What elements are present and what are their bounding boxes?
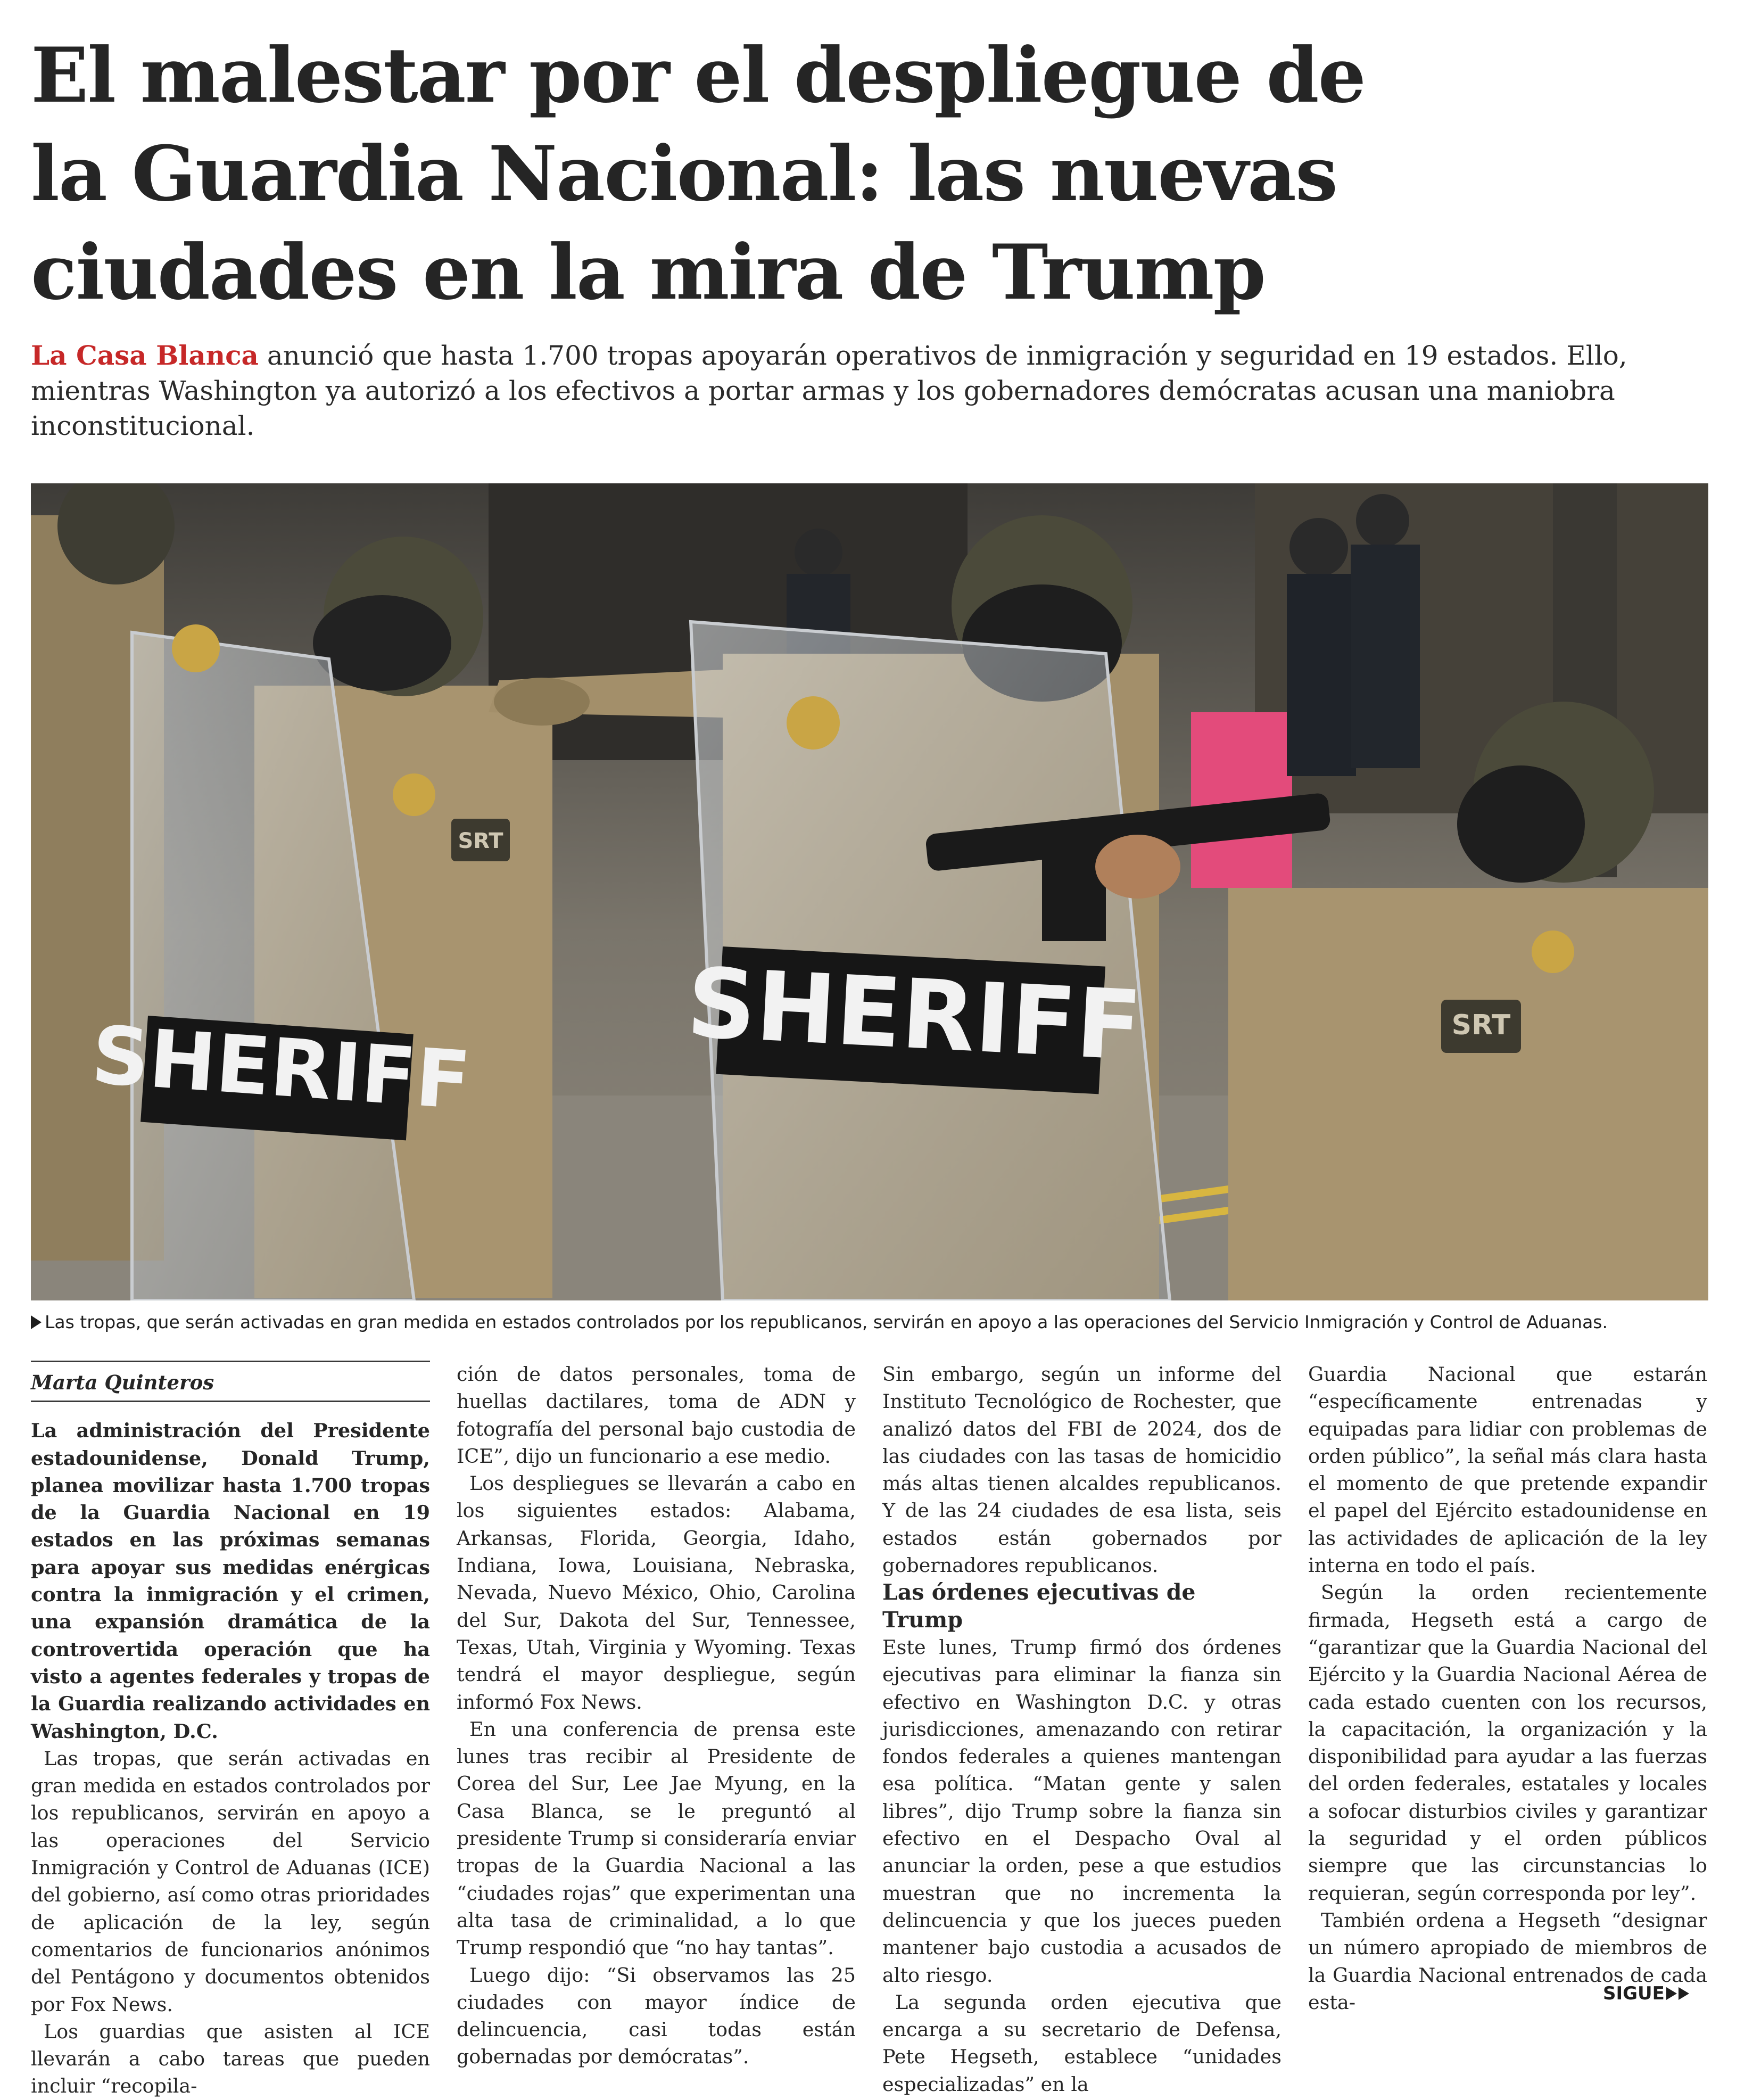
article-paragraph: ción de datos personales, toma de huellas dactilares, toma de ADN y fotografía del personal bajo custodia de ICE”, dijo un funcionario a ese medio. (457, 1363, 856, 1468)
patch-label-2: SRT (1451, 1009, 1511, 1041)
lead-kicker: La Casa Blanca (31, 340, 259, 371)
shield-label-2: SHERIFF (684, 947, 1145, 1083)
news-photo (31, 483, 1708, 1300)
article-column-4 (1308, 1361, 1707, 2016)
lead-text: anunció que hasta 1.700 tropas apoyarán operativos de inmigración y seguridad en 19 estados. Ello, mientras Washington ya autorizó a los efectivos a portar armas y los gobernadores demócratas acusan una maniobra inconstitucional. (31, 340, 1627, 441)
headline-line-2: la Guardia Nacional: las nuevas (31, 130, 1337, 218)
continue-marker (1603, 1983, 1689, 2004)
article-subhead: Las órdenes ejecutivas de Trump (882, 1579, 1196, 1633)
headline (31, 27, 1365, 322)
article-paragraph: También ordena a Hegseth “designar un número apropiado de miembros de la Guardia Nacional entrenados de cada esta- (1308, 1908, 1707, 2014)
article-paragraph: Las tropas, que serán activadas en gran medida en estados controlados por los republicanos, servirán en apoyo a las operaciones del Servicio Inmigración y Control de Aduanas (ICE) del gobierno, así como otras prioridades de aplicación de la ley, según comentarios de funcionarios anónimos del Pentágono y documentos obtenidos por Fox News. (31, 1747, 430, 2016)
continue-arrow-icon (1679, 1987, 1689, 2000)
article-column-1 (31, 1361, 430, 2100)
lead-paragraph (31, 338, 1739, 443)
article-paragraph: Este lunes, Trump firmó dos órdenes ejecutivas para eliminar la fianza sin efectivo en Washington D.C. y otras jurisdicciones, amenazando con retirar fondos federales a quienes mantengan esa política. “Matan gente y salen libres”, dijo Trump sobre la fianza sin efectivo en el Despacho Oval al anunciar la orden, pese a que estudios muestran que no incrementa la delincuencia y que los jueces pueden mantener bajo custodia a acusados de alto riesgo. (882, 1635, 1282, 1987)
article-paragraph: Guardia Nacional que estarán “específicamente entrenadas y equipadas para lidiar con problemas de orden público”, la señal más clara hasta el momento de que pretende expandir el papel del Ejército estadounidense en las actividades de aplicación de la ley interna en todo el país. (1308, 1363, 1707, 1577)
article-paragraph: Luego dijo: “Si observamos las 25 ciudades con mayor índice de delincuencia, casi todas están gobernadas por demócratas”. (457, 1963, 856, 2069)
photo-caption (31, 1311, 1734, 1334)
patch-label-1: SRT (458, 829, 503, 853)
shield-label-1: SHERIFF (88, 1009, 474, 1128)
article-paragraph: Según la orden recientemente firmada, Hegseth está a cargo de “garantizar que la Guardia Nacional del Ejército y la Guardia Nacional Aérea de cada estado cuenten con los recursos, la capacitación, la organización y la disponibilidad para ayudar a las fuerzas del orden federales, estatales y locales a sofocar disturbios civiles y garantizar la seguridad y el orden públicos siempre que las circunstancias lo requieran, según corresponda por ley”. (1308, 1581, 1707, 1905)
headline-line-3: ciudades en la mira de Trump (31, 228, 1265, 317)
photo-illustration (31, 483, 1708, 1300)
caption-arrow-icon (31, 1315, 42, 1329)
article-paragraph: La segunda orden ejecutiva que encarga a su secretario de Defensa, Pete Hegseth, establece “unidades especializadas” en la (882, 1990, 1282, 2096)
caption-text: Las tropas, que serán activadas en gran medida en estados controlados por los republicanos, servirán en apoyo a las operaciones del Servicio Inmigración y Control de Aduanas. (45, 1312, 1608, 1332)
byline: Marta Quinteros (31, 1361, 430, 1402)
article-paragraph: Los guardias que asisten al ICE llevarán a cabo tareas que pueden incluir “recopila- (31, 2020, 430, 2098)
article-paragraph: Sin embargo, según un informe del Instituto Tecnológico de Rochester, que analizó datos del FBI de 2024, dos de las ciudades con las tasas de homicidio más altas tienen alcaldes republicanos. Y de las 24 ciudades de esa lista, seis estados están gobernados por gobernadores republicanos. (882, 1363, 1282, 1577)
article-column-2 (457, 1361, 856, 2071)
continue-arrow-icon (1666, 1987, 1677, 2000)
continue-label: SIGUE (1603, 1983, 1665, 2004)
article-column-3 (882, 1361, 1282, 2098)
article-paragraph: En una conferencia de prensa este lunes tras recibir al Presidente de Corea del Sur, Lee Jae Myung, en la Casa Blanca, se le preguntó al presidente Trump si consideraría enviar tropas de la Guardia Nacional a las “ciudades rojas” que experimentan una alta tasa de criminalidad, a lo que Trump respondió que “no hay tantas”. (457, 1717, 856, 1959)
headline-line-1: El malestar por el despliegue de (31, 31, 1365, 120)
article-intro: La administración del Presidente estadounidense, Donald Trump, planea movilizar hasta 1.700 tropas de la Guardia Nacional en 19 estados en las próximas semanas para apoyar sus medidas enérgicas contra la inmigración y el crimen, una expansión dramática de la controvertida operación que ha visto a agentes federales y tropas de la Guardia realizando actividades en Washington, D.C. (31, 1419, 430, 1743)
article-paragraph: Los despliegues se llevarán a cabo en los siguientes estados: Alabama, Arkansas, Florida, Georgia, Idaho, Indiana, Iowa, Louisiana, Nebraska, Nevada, Nuevo México, Ohio, Carolina del Sur, Dakota del Sur, Tennessee, Texas, Utah, Virginia y Wyoming. Texas tendrá el mayor despliegue, según informó Fox News. (457, 1472, 856, 1714)
